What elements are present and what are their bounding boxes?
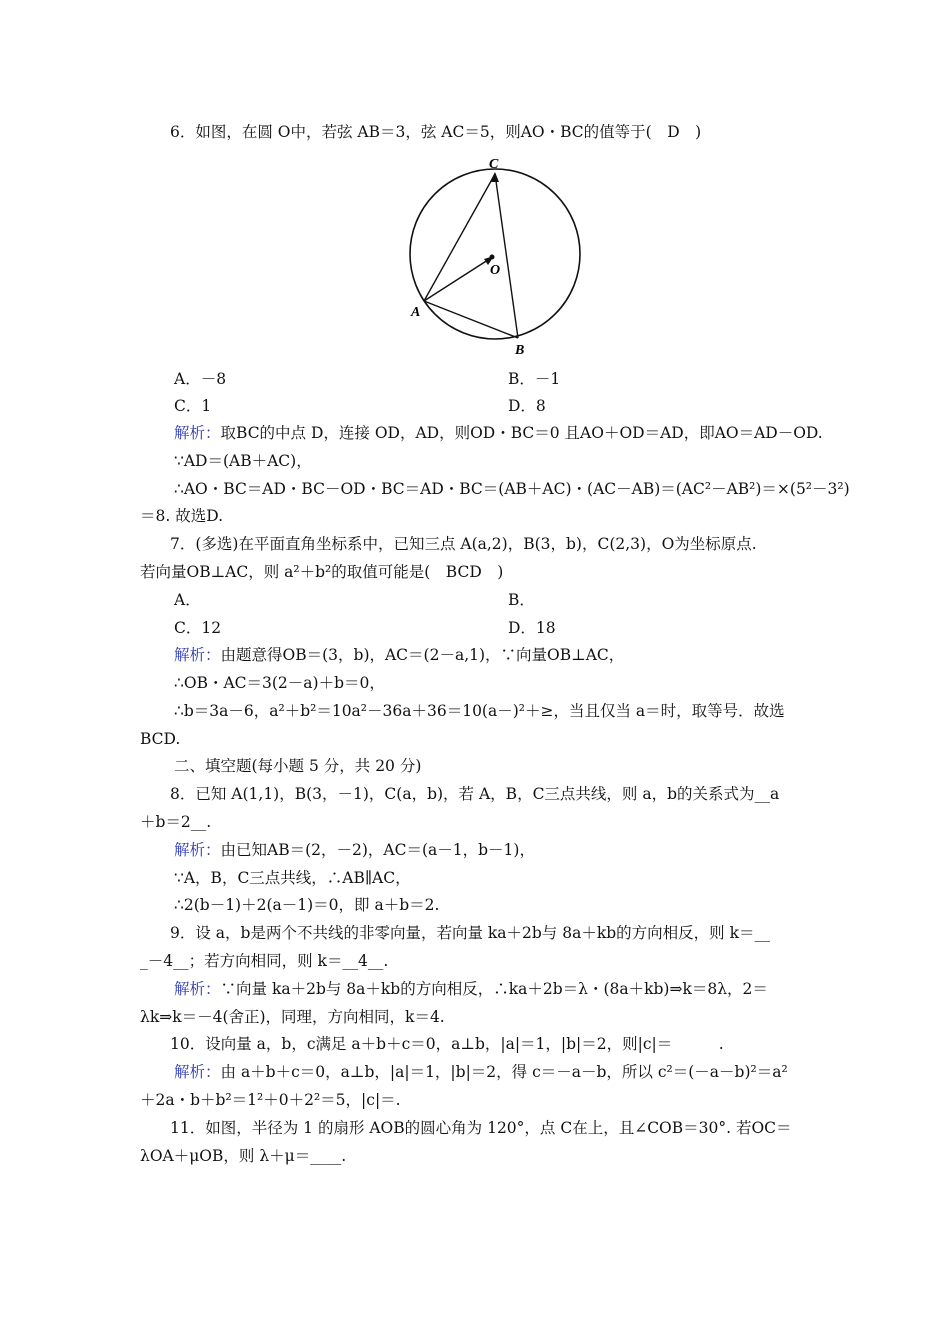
q10-solution-1-text: 由 a＋b＋c＝0，a⊥b，|a|＝1，|b|＝2，得 c＝－a－b，所以 c²＝(－a－b)²＝a² — [220, 1063, 788, 1081]
q7-solution-4: BCD. — [140, 730, 181, 748]
section-heading: 二、填空题(每小题 5 分，共 20 分) — [174, 757, 422, 775]
q7-solution-1 — [174, 645, 624, 665]
q6-solution-2: ∵AD＝(AB＋AC)， — [174, 452, 312, 470]
q10-stem: 10．设向量 a，b，c满足 a＋b＋c＝0，a⊥b，|a|＝1，|b|＝2，则|c|＝ . — [170, 1035, 724, 1053]
q6-solution-4: ＝8. 故选D. — [140, 507, 224, 525]
solution-label: 解析： — [174, 1063, 221, 1081]
q8-tail: . — [206, 813, 212, 831]
label-a: A — [411, 305, 421, 320]
q8-solution-1-text: 由已知AB＝(2，－2)，AC＝(a－1，b－1)， — [220, 841, 535, 859]
q7-solution-3: ∴b＝3a－6，a²＋b²＝10a²－36a＋36＝10(a－)²＋≥，当且仅当 a＝时，取等号．故选 — [174, 702, 785, 720]
q10-solution-2: ＋2a・b＋b²＝1²＋0＋2²＝5，|c|＝. — [140, 1091, 401, 1109]
q9-solution-1-text: ∵向量 ka＋2b与 8a＋kb的方向相反，∴ka＋2b＝λ・(8a＋kb)⇒k＝8λ，2＝ — [220, 980, 768, 998]
q8-solution-3: ∴2(b－1)＋2(a－1)＝0，即 a＋b＝2. — [174, 896, 440, 914]
q8-solution-2: ∵A，B，C三点共线，∴AB∥AC， — [174, 869, 411, 887]
center-dot — [490, 255, 495, 260]
q6-option-b: B．－1 — [508, 370, 561, 388]
q8-answer-part-2: ＋b＝2__ — [140, 813, 207, 831]
q7-stem-2: 若向量OB⊥AC，则 a²＋b²的取值可能是( BCD ) — [140, 563, 504, 581]
q8-stem-1 — [170, 784, 779, 804]
solution-label: 解析： — [174, 424, 221, 442]
chord-ab — [424, 301, 518, 338]
q7-solution-1-text: 由题意得OB＝(3，b)，AC＝(2－a,1)，∵向量OB⊥AC， — [220, 646, 625, 664]
q6-stem: 6．如图，在圆 O中，若弦 AB＝3，弦 AC＝5，则AO・BC的值等于( D ) — [170, 123, 702, 141]
arrow-bc — [490, 172, 499, 182]
q8-solution-1 — [174, 840, 535, 860]
q9-solution-1 — [174, 979, 768, 999]
circle-figure — [400, 150, 590, 360]
label-o: O — [490, 263, 501, 278]
circle-o — [410, 169, 580, 339]
q7-option-b: B． — [508, 591, 535, 609]
q8-answer-part-1: __a — [754, 785, 780, 803]
q8-stem-1-text: 8．已知 A(1,1)，B(3，－1)，C(a，b)，若 A，B，C三点共线，则 a，b的关系式为 — [170, 785, 755, 803]
q6-solution-3: ∴AO・BC＝AD・BC－OD・BC＝AD・BC＝(AB＋AC)・(AC－AB)＝(AC²－AB²)＝×(5²－3²) — [174, 480, 850, 498]
q9-mid: ；若方向相同，则 k＝ — [188, 952, 343, 970]
q7-stem-1: 7．(多选)在平面直角坐标系中，已知三点 A(a,2)，B(3，b)，C(2,3)，O为坐标原点. — [170, 535, 757, 553]
q6-solution-1 — [174, 423, 823, 443]
q7-option-c: C．12 — [174, 619, 222, 637]
label-b: B — [515, 343, 525, 358]
q6-option-a: A．－8 — [174, 370, 227, 388]
q7-option-a: A． — [174, 591, 201, 609]
solution-label: 解析： — [174, 646, 221, 664]
solution-label: 解析： — [174, 841, 221, 859]
q9-answer-2: __4__ — [342, 952, 384, 970]
q6-option-d: D．8 — [508, 397, 546, 415]
q9-answer-1: _－4__ — [140, 952, 189, 970]
vector-ao — [424, 258, 491, 301]
q8-stem-2 — [140, 812, 211, 832]
solution-label: 解析： — [174, 980, 221, 998]
q9-tail: . — [383, 952, 389, 970]
q7-solution-2: ∴OB・AC＝3(2－a)＋b＝0， — [174, 674, 385, 692]
q6-option-c: C．1 — [174, 397, 212, 415]
q6-solution-1-text: 取BC的中点 D，连接 OD，AD，则OD・BC＝0 且AO＋OD＝AD，即AO＝AD－OD. — [220, 424, 823, 442]
q7-option-d: D．18 — [508, 619, 556, 637]
q11-stem-2: λOA＋μOB，则 λ＋μ＝____. — [140, 1147, 347, 1165]
q10-solution-1 — [174, 1062, 788, 1082]
chord-bc — [495, 174, 518, 338]
q11-stem-1: 11．如图，半径为 1 的扇形 AOB的圆心角为 120°，点 C在上，且∠COB＝30°. 若OC＝ — [170, 1119, 792, 1137]
q9-solution-2: λk⇒k＝－4(舍正)，同理，方向相同，k＝4. — [140, 1008, 445, 1026]
q9-stem-1: 9．设 a，b是两个不共线的非零向量，若向量 ka＋2b与 8a＋kb的方向相反，则 k＝__ — [170, 924, 770, 942]
label-c: C — [489, 157, 499, 172]
q9-stem-2 — [140, 951, 388, 971]
